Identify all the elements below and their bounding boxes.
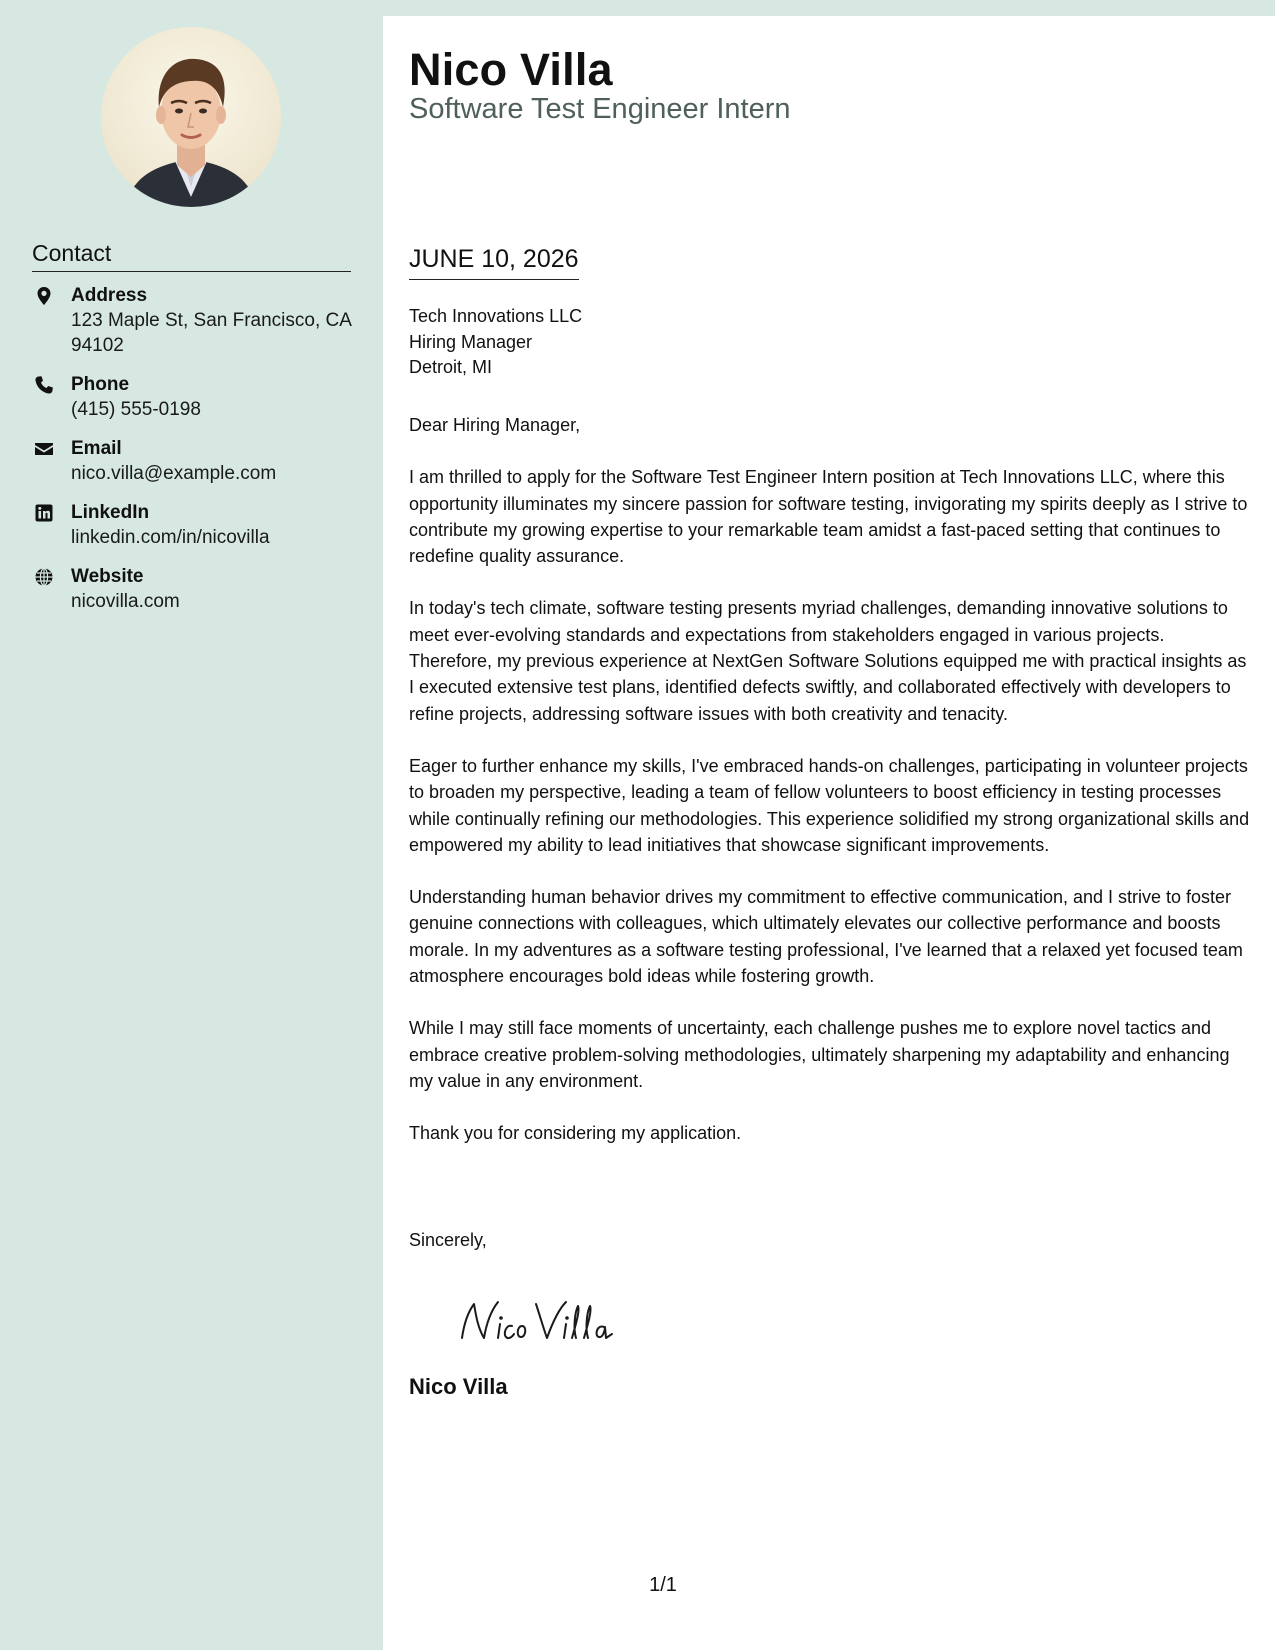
signed-name: Nico Villa	[409, 1374, 508, 1399]
contact-heading: Contact	[32, 240, 351, 272]
recipient-block	[409, 304, 1249, 381]
contact-linkedin	[32, 501, 352, 550]
body-paragraph: While I may still face moments of uncertainty, each challenge pushes me to explore novel tactics and embrace creative problem-solving methodologies, ultimately sharpening my adaptability and enhancing my value in any environment.	[409, 1018, 1230, 1091]
body-paragraph: Eager to further enhance my skills, I've embraced hands-on challenges, participating in volunteer projects to broaden my perspective, leading a team of fellow volunteers to boost efficiency in testing processes while continually refining our methodologies. This experience solidified my strong organizational skills and empowered my ability to lead initiatives that showcase significant improvements.	[409, 755, 1250, 855]
contact-label: LinkedIn	[71, 502, 150, 523]
envelope-icon	[34, 439, 54, 459]
linkedin-icon	[34, 503, 54, 523]
phone-icon	[34, 375, 54, 395]
map-pin-icon	[34, 286, 54, 306]
applicant-name: Nico Villa	[409, 44, 613, 95]
handwritten-signature	[454, 1294, 624, 1346]
contact-label: Website	[71, 566, 144, 587]
salutation: Dear Hiring Manager,	[409, 415, 581, 435]
letter-panel	[383, 16, 1275, 1650]
address-value: 123 Maple St, San Francisco, CA 94102	[71, 310, 351, 356]
letter-body	[409, 412, 1251, 1173]
contact-address	[32, 284, 352, 358]
contact-label: Address	[71, 285, 148, 306]
closing: Sincerely,	[409, 1230, 487, 1250]
sidebar	[0, 0, 383, 1650]
contact-phone	[32, 373, 352, 422]
job-title: Software Test Engineer Intern	[409, 93, 791, 125]
recipient-location: Detroit, MI	[409, 357, 493, 377]
recipient-role: Hiring Manager	[409, 331, 533, 352]
body-paragraph: In today's tech climate, software testing presents myriad challenges, demanding innovative solutions to meet ever-evolving standards and expectations from stakeholders engaged in various projects. Therefore, my previous experience at NextGen Software Solutions equipped me with practical insights as I executed extensive test plans, identified defects swiftly, and collaborated effectively with developers to refine projects, addressing software issues with both creativity and tenacity.	[409, 598, 1247, 724]
page-number: 1/1	[649, 1574, 677, 1596]
globe-icon	[34, 567, 54, 587]
contact-label: Email	[71, 438, 122, 459]
linkedin-value[interactable]: linkedin.com/in/nicovilla	[71, 527, 270, 548]
body-paragraph: I am thrilled to apply for the Software Test Engineer Intern position at Tech Innovations LLC, where this opportunity illuminates my sincere passion for software testing, invigorating my spirits deeply as I strive to contribute my growing expertise to your remarkable team amidst a fast-paced setting that continues to redefine quality assurance.	[409, 467, 1248, 567]
contact-list	[32, 284, 352, 629]
recipient-company: Tech Innovations LLC	[409, 306, 583, 326]
profile-photo	[101, 27, 281, 207]
contact-website	[32, 565, 352, 614]
letter-date: JUNE 10, 2026	[409, 245, 579, 280]
portrait-illustration	[101, 27, 281, 207]
contact-email	[32, 437, 352, 486]
body-paragraph: Understanding human behavior drives my commitment to effective communication, and I strive to foster genuine connections with colleagues, which ultimately elevates our collective performance and boosts morale. In my adventures as a software testing professional, I've learned that a relaxed yet focused team atmosphere encourages bold ideas while fostering growth.	[409, 887, 1243, 987]
phone-value[interactable]: (415) 555-0198	[71, 399, 201, 420]
website-value[interactable]: nicovilla.com	[71, 591, 180, 612]
signature-graphic	[454, 1294, 624, 1346]
contact-label: Phone	[71, 374, 130, 395]
email-value[interactable]: nico.villa@example.com	[71, 463, 277, 484]
body-paragraph: Thank you for considering my application.	[409, 1123, 742, 1144]
